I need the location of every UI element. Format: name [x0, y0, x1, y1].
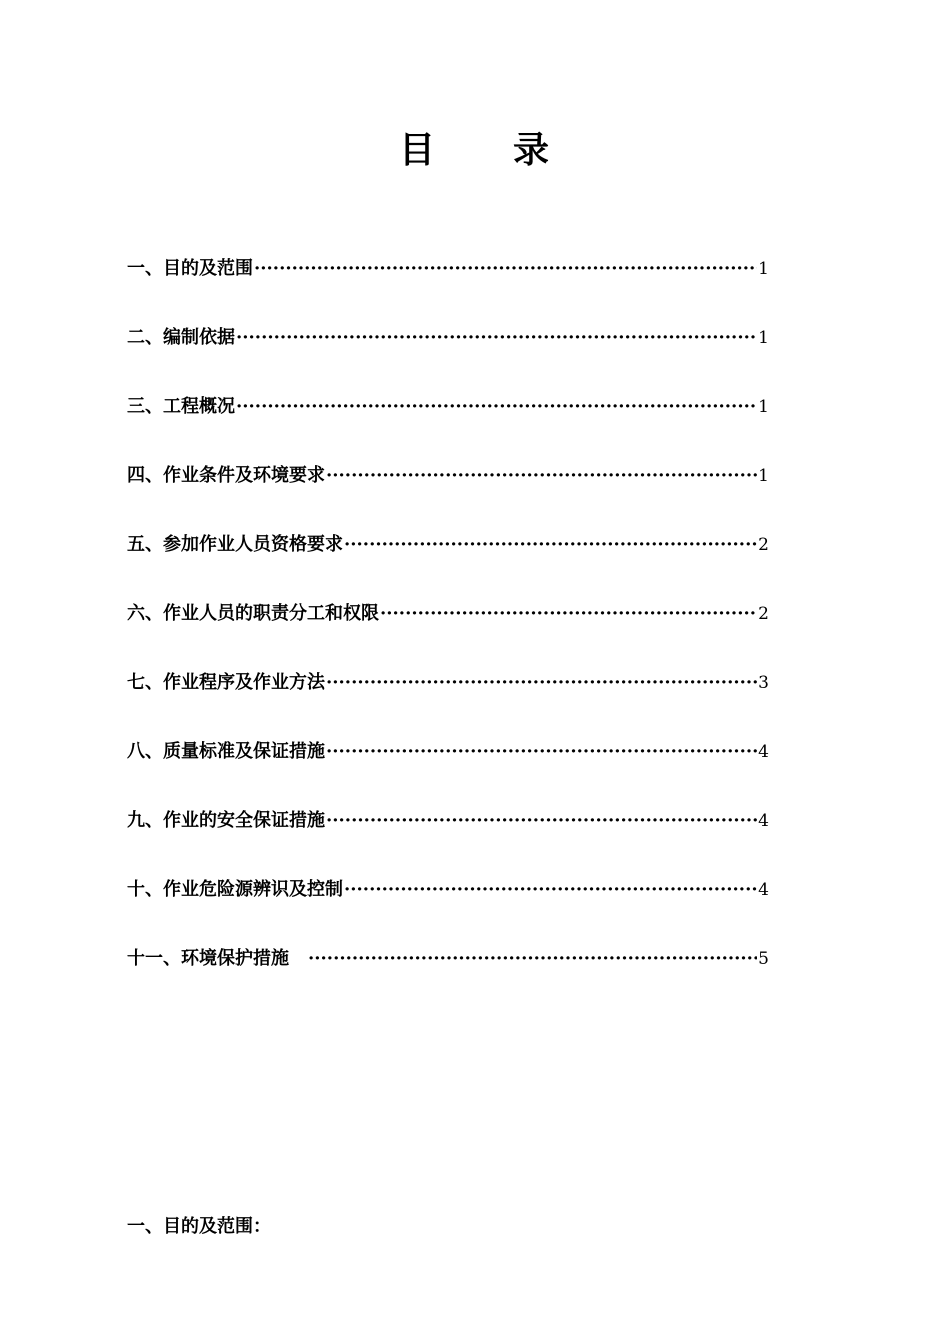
- section-heading: 一、目的及范围：: [127, 1216, 271, 1237]
- toc-entry[interactable]: [127, 944, 769, 1013]
- toc-entry-page: 1: [758, 397, 769, 417]
- toc-entry-page: 4: [758, 880, 769, 900]
- toc-entry[interactable]: [127, 254, 769, 323]
- toc-entry[interactable]: [127, 668, 769, 737]
- dot-leader: [308, 948, 757, 969]
- toc-entry-label: 六、作业人员的职责分工和权限: [127, 603, 379, 624]
- table-of-contents: [127, 254, 769, 1013]
- toc-entry-label: 八、质量标准及保证措施: [127, 741, 325, 762]
- dot-leader: [254, 258, 757, 279]
- toc-entry-page: 1: [758, 259, 769, 279]
- dot-leader: [326, 672, 757, 693]
- toc-entry-label: 十、作业危险源辨识及控制: [127, 879, 343, 900]
- toc-entry[interactable]: [127, 737, 769, 806]
- toc-entry-page: 1: [758, 328, 769, 348]
- toc-entry-page: 2: [758, 604, 769, 624]
- toc-entry-label: 五、参加作业人员资格要求: [127, 534, 343, 555]
- toc-entry-label: 四、作业条件及环境要求: [127, 465, 325, 486]
- toc-entry[interactable]: [127, 461, 769, 530]
- toc-entry-page: 4: [758, 742, 769, 762]
- toc-entry-page: 3: [758, 673, 769, 693]
- dot-leader: [344, 534, 757, 555]
- toc-entry[interactable]: [127, 323, 769, 392]
- toc-entry-label: 二、编制依据: [127, 327, 235, 348]
- toc-entry[interactable]: [127, 806, 769, 875]
- dot-leader: [326, 810, 757, 831]
- toc-entry-label: 三、工程概况: [127, 396, 235, 417]
- dot-leader: [236, 396, 757, 417]
- toc-entry[interactable]: [127, 599, 769, 668]
- dot-leader: [326, 741, 757, 762]
- toc-entry-label: 一、目的及范围: [127, 258, 253, 279]
- toc-entry-page: 1: [758, 466, 769, 486]
- dot-leader: [380, 603, 757, 624]
- page-title: 目 录: [398, 130, 551, 171]
- toc-entry-page: 4: [758, 811, 769, 831]
- dot-leader: [344, 879, 757, 900]
- toc-entry[interactable]: [127, 875, 769, 944]
- toc-entry-label: 九、作业的安全保证措施: [127, 810, 325, 831]
- toc-entry-label: 十一、环境保护措施: [127, 948, 307, 969]
- toc-entry[interactable]: [127, 392, 769, 461]
- toc-entry-label: 七、作业程序及作业方法: [127, 672, 325, 693]
- toc-entry-page: 2: [758, 535, 769, 555]
- dot-leader: [236, 327, 757, 348]
- toc-entry[interactable]: [127, 530, 769, 599]
- toc-entry-page: 5: [758, 949, 769, 969]
- dot-leader: [326, 465, 757, 486]
